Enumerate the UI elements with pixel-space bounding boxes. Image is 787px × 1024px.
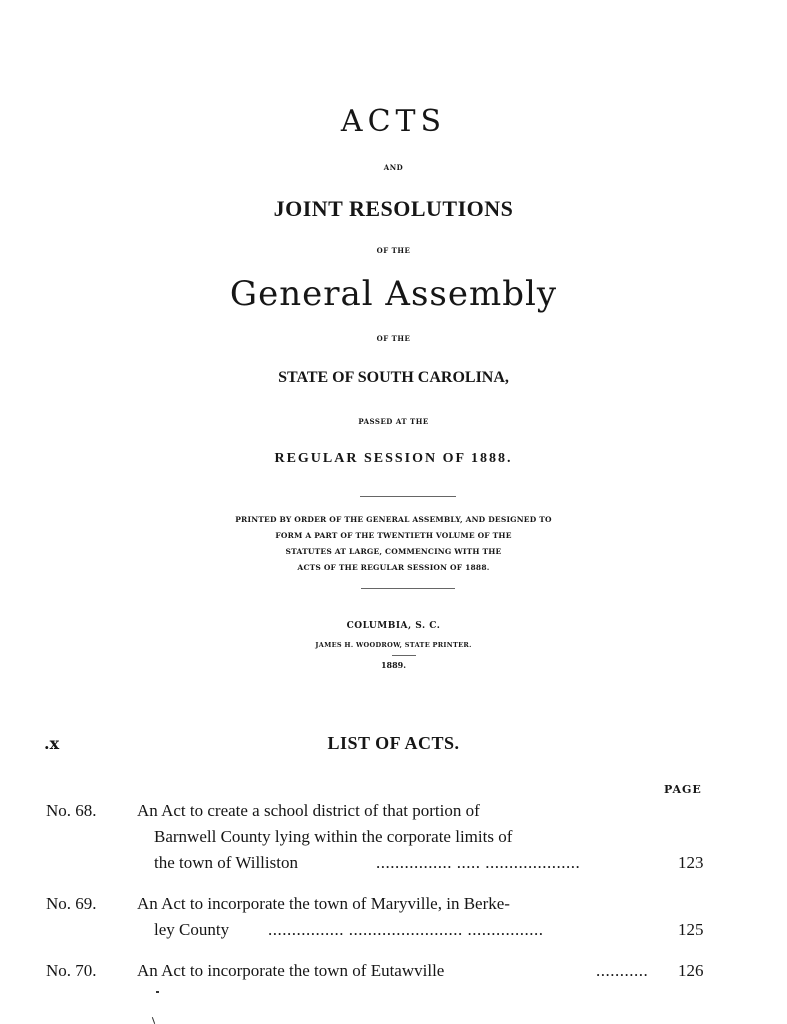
printed-line-2: FORM A PART OF THE TWENTIETH VOLUME OF THE [275, 531, 512, 540]
divider-rule-3 [392, 655, 416, 656]
title-joint-resolutions: JOINT RESOLUTIONS [273, 196, 514, 221]
title-of-the-1: OF THE [376, 246, 411, 255]
dot-leader: ........... [596, 961, 649, 980]
act-page-number: 126 [678, 961, 704, 980]
act-title-line: Barnwell County lying within the corporate limits of [154, 827, 513, 846]
imprint-printer: JAMES H. WOODROW, STATE PRINTER. [315, 641, 472, 649]
printed-by-order-block [0, 512, 787, 576]
divider-rule-2 [361, 588, 455, 589]
title-state: STATE OF SOUTH CAROLINA, [278, 369, 509, 386]
title-passed-at: PASSED AT THE [358, 417, 429, 426]
scan-speck [156, 991, 159, 993]
title-session: REGULAR SESSION OF 1888. [274, 451, 513, 466]
act-page-number: 125 [678, 920, 704, 939]
act-number: No. 68. [46, 801, 97, 820]
act-number: No. 69. [46, 894, 97, 913]
act-title-line: An Act to incorporate the town of Eutawville [137, 961, 445, 980]
dot-leader: ................ ..... .................... [376, 853, 581, 872]
dot-leader: ................ ........................ ................ [268, 920, 544, 939]
act-title-line: the town of Williston [154, 853, 298, 872]
title-and: AND [383, 163, 404, 172]
scan-speck [152, 1017, 155, 1024]
imprint-year: 1889. [380, 660, 407, 670]
title-general-assembly: General Assembly [229, 274, 558, 314]
act-title-line: An Act to create a school district of that portion of [137, 801, 480, 820]
title-acts: ACTS [340, 104, 447, 139]
act-number: No. 70. [46, 961, 97, 980]
page-column-label: PAGE [664, 783, 702, 796]
act-page-number: 123 [678, 853, 704, 872]
title-of-the-2: OF THE [376, 334, 411, 343]
printed-line-3: STATUTES AT LARGE, COMMENCING WITH THE [285, 547, 502, 556]
act-title-line: An Act to incorporate the town of Maryville, in Berke- [137, 894, 510, 913]
printed-line-1: PRINTED BY ORDER OF THE GENERAL ASSEMBLY, AND DESIGNED TO [235, 515, 552, 524]
imprint-city: COLUMBIA, S. C. [346, 621, 441, 631]
act-title-line: ley County [154, 920, 230, 939]
page-marker: .x [44, 734, 60, 753]
printed-line-4: ACTS OF THE REGULAR SESSION OF 1888. [297, 563, 490, 572]
list-heading: LIST OF ACTS. [327, 733, 460, 753]
divider-rule-1 [360, 496, 456, 497]
